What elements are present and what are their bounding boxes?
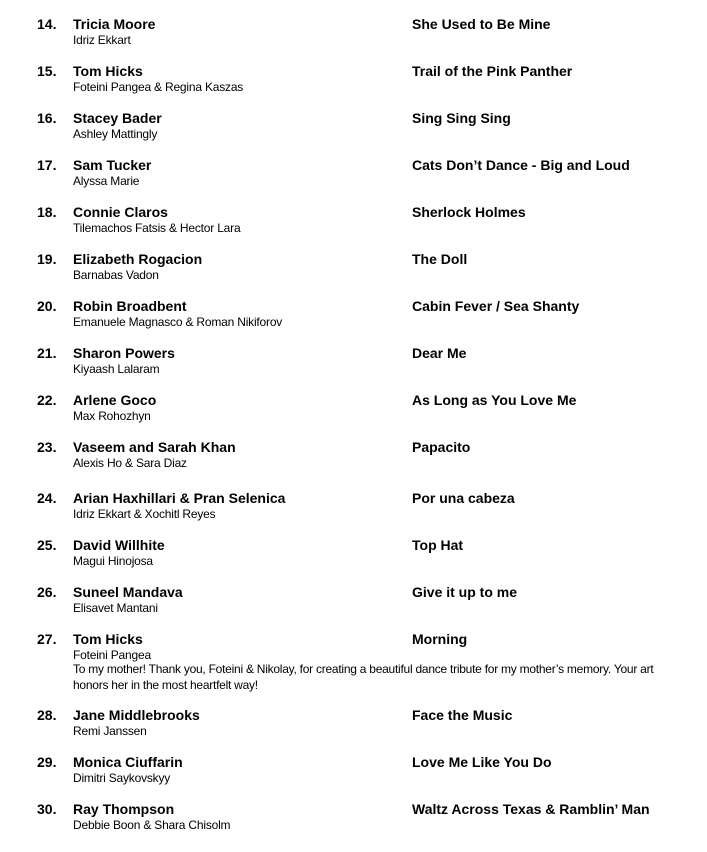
performer-name: Sharon Powers bbox=[73, 345, 175, 361]
performer-name: Sam Tucker bbox=[73, 157, 152, 173]
song-title: As Long as You Love Me bbox=[412, 392, 577, 408]
performer-name: Stacey Bader bbox=[73, 110, 162, 126]
partner-names: Dimitri Saykovskyy bbox=[73, 771, 171, 785]
performer-name: Tricia Moore bbox=[73, 16, 156, 32]
entry-number: 30. bbox=[37, 801, 57, 817]
partner-names: Elisavet Mantani bbox=[73, 601, 158, 615]
entry-number: 15. bbox=[37, 63, 57, 79]
entry-number: 28. bbox=[37, 707, 57, 723]
song-title: Face the Music bbox=[412, 707, 513, 723]
entry-number: 20. bbox=[37, 298, 57, 314]
song-title: Top Hat bbox=[412, 537, 464, 553]
partner-names: Debbie Boon & Shara Chisolm bbox=[73, 818, 231, 832]
partner-names: Alyssa Marie bbox=[73, 174, 140, 188]
performer-name: Arian Haxhillari & Pran Selenica bbox=[73, 490, 286, 506]
entry-number: 14. bbox=[37, 16, 57, 32]
partner-names: Alexis Ho & Sara Diaz bbox=[73, 456, 187, 470]
song-title: Trail of the Pink Panther bbox=[412, 63, 573, 79]
performer-name: Ray Thompson bbox=[73, 801, 175, 817]
song-title: Papacito bbox=[412, 439, 471, 455]
entry-number: 16. bbox=[37, 110, 57, 126]
partner-names: Tilemachos Fatsis & Hector Lara bbox=[73, 221, 241, 235]
entry-number: 21. bbox=[37, 345, 57, 361]
song-title: Dear Me bbox=[412, 345, 467, 361]
partner-names: Remi Janssen bbox=[73, 724, 147, 738]
performer-name: Tom Hicks bbox=[73, 631, 143, 647]
performer-name: David Willhite bbox=[73, 537, 165, 553]
entry-number: 18. bbox=[37, 204, 57, 220]
partner-names: Barnabas Vadon bbox=[73, 268, 159, 282]
song-title: Waltz Across Texas & Ramblin’ Man bbox=[412, 801, 650, 817]
entry-number: 23. bbox=[37, 439, 57, 455]
song-title: Give it up to me bbox=[412, 584, 518, 600]
dedication-note: To my mother! Thank you, Foteini & Nikolay, for creating a beautiful dance tribute for my mother’s memory. Your art honors her in the most heartfelt way! bbox=[73, 662, 654, 692]
song-title: Morning bbox=[412, 631, 468, 647]
partner-names: Emanuele Magnasco & Roman Nikiforov bbox=[73, 315, 283, 329]
entry-number: 25. bbox=[37, 537, 57, 553]
performer-name: Tom Hicks bbox=[73, 63, 143, 79]
entry-number: 19. bbox=[37, 251, 57, 267]
partner-names: Idriz Ekkart bbox=[73, 33, 131, 47]
partner-names: Ashley Mattingly bbox=[73, 127, 158, 141]
song-title: The Doll bbox=[412, 251, 468, 267]
partner-names: Kiyaash Lalaram bbox=[73, 362, 160, 376]
partner-names: Max Rohozhyn bbox=[73, 409, 151, 423]
entry-number: 27. bbox=[37, 631, 57, 647]
performer-name: Robin Broadbent bbox=[73, 298, 187, 314]
partner-names: Idriz Ekkart & Xochitl Reyes bbox=[73, 507, 216, 521]
partner-names: Magui Hinojosa bbox=[73, 554, 153, 568]
performer-name: Suneel Mandava bbox=[73, 584, 183, 600]
performer-name: Arlene Goco bbox=[73, 392, 157, 408]
entry-number: 24. bbox=[37, 490, 57, 506]
song-title: Love Me Like You Do bbox=[412, 754, 552, 770]
partner-names: Foteini Pangea & Regina Kaszas bbox=[73, 80, 244, 94]
entry-number: 22. bbox=[37, 392, 57, 408]
performer-name: Jane Middlebrooks bbox=[73, 707, 200, 723]
song-title: Por una cabeza bbox=[412, 490, 515, 506]
song-title: Cats Don’t Dance - Big and Loud bbox=[412, 157, 630, 173]
entry-number: 17. bbox=[37, 157, 57, 173]
performer-name: Vaseem and Sarah Khan bbox=[73, 439, 236, 455]
song-title: Sing Sing Sing bbox=[412, 110, 511, 126]
entry-number: 29. bbox=[37, 754, 57, 770]
entry-number: 26. bbox=[37, 584, 57, 600]
partner-names: Foteini Pangea bbox=[73, 648, 151, 662]
performer-name: Monica Ciuffarin bbox=[73, 754, 183, 770]
song-title: Cabin Fever / Sea Shanty bbox=[412, 298, 580, 314]
performer-name: Connie Claros bbox=[73, 204, 168, 220]
song-title: Sherlock Holmes bbox=[412, 204, 526, 220]
performer-name: Elizabeth Rogacion bbox=[73, 251, 203, 267]
song-title: She Used to Be Mine bbox=[412, 16, 551, 32]
